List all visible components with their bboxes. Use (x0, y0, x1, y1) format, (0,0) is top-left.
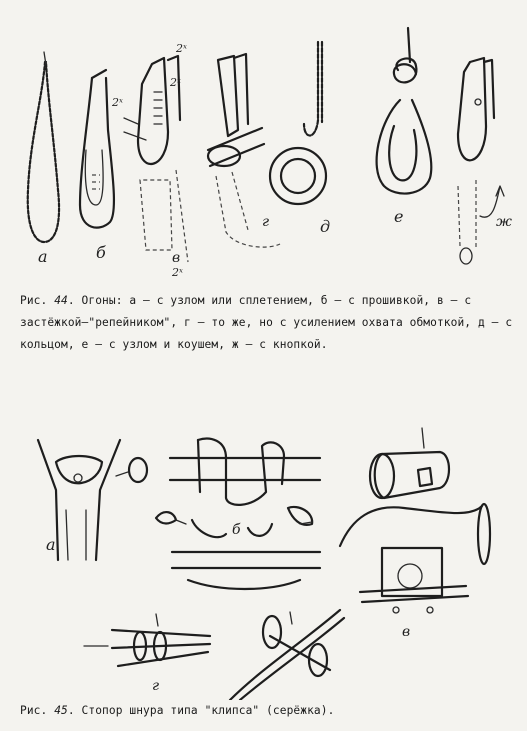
mark-2x-left: 2ˣ (112, 96, 123, 109)
label-g: г (152, 678, 160, 694)
label-b: б (232, 522, 241, 538)
label-a: а (46, 535, 56, 554)
eye-g-wrapped (208, 54, 280, 247)
caption-45-text: . Стопор шнура типа "клипса" (серёжка). (67, 704, 335, 717)
mark-2x-bottom: 2ˣ (172, 266, 183, 279)
label-g: г (262, 214, 270, 230)
label-v: в (172, 250, 181, 266)
eye-zh-snap (458, 58, 504, 264)
eye-b-stitched (80, 70, 114, 228)
label-a: а (38, 247, 48, 266)
eye-d-ring (270, 42, 326, 204)
mark-2x-mid: 2ˣ (170, 76, 181, 89)
caption-figure-45 (20, 700, 513, 722)
caption-44-prefix: Рис. (20, 294, 48, 307)
label-d: д (320, 217, 331, 236)
caption-45-number: 45 (54, 704, 68, 717)
stopper-g (84, 614, 210, 666)
stopper-spool (230, 610, 344, 700)
stopper-b (156, 439, 320, 589)
label-v: в (402, 624, 411, 640)
label-e: е (394, 207, 404, 226)
caption-45-prefix: Рис. (20, 704, 48, 717)
label-zh: ж (496, 214, 512, 230)
eye-e-knot-thimble (377, 28, 432, 194)
caption-figure-44 (20, 290, 519, 356)
eye-a-knot-splice (28, 52, 59, 242)
caption-44-number: 44 (54, 294, 68, 307)
mark-2x-top: 2ˣ (176, 42, 187, 55)
label-b: б (96, 243, 106, 262)
stopper-v (340, 428, 490, 613)
caption-44-text: . Огоны: а – с узлом или сплетением, б – с прошивкой, в – с застёжкой–"репейником", г – то же, но с усилением охвата обмоткой, д – с кольцом, е – с узлом и коушем, ж – с кнопкой. (20, 294, 519, 351)
figure-cord-stopper-illustration (0, 400, 527, 700)
figure-eyes-illustration (0, 0, 527, 290)
